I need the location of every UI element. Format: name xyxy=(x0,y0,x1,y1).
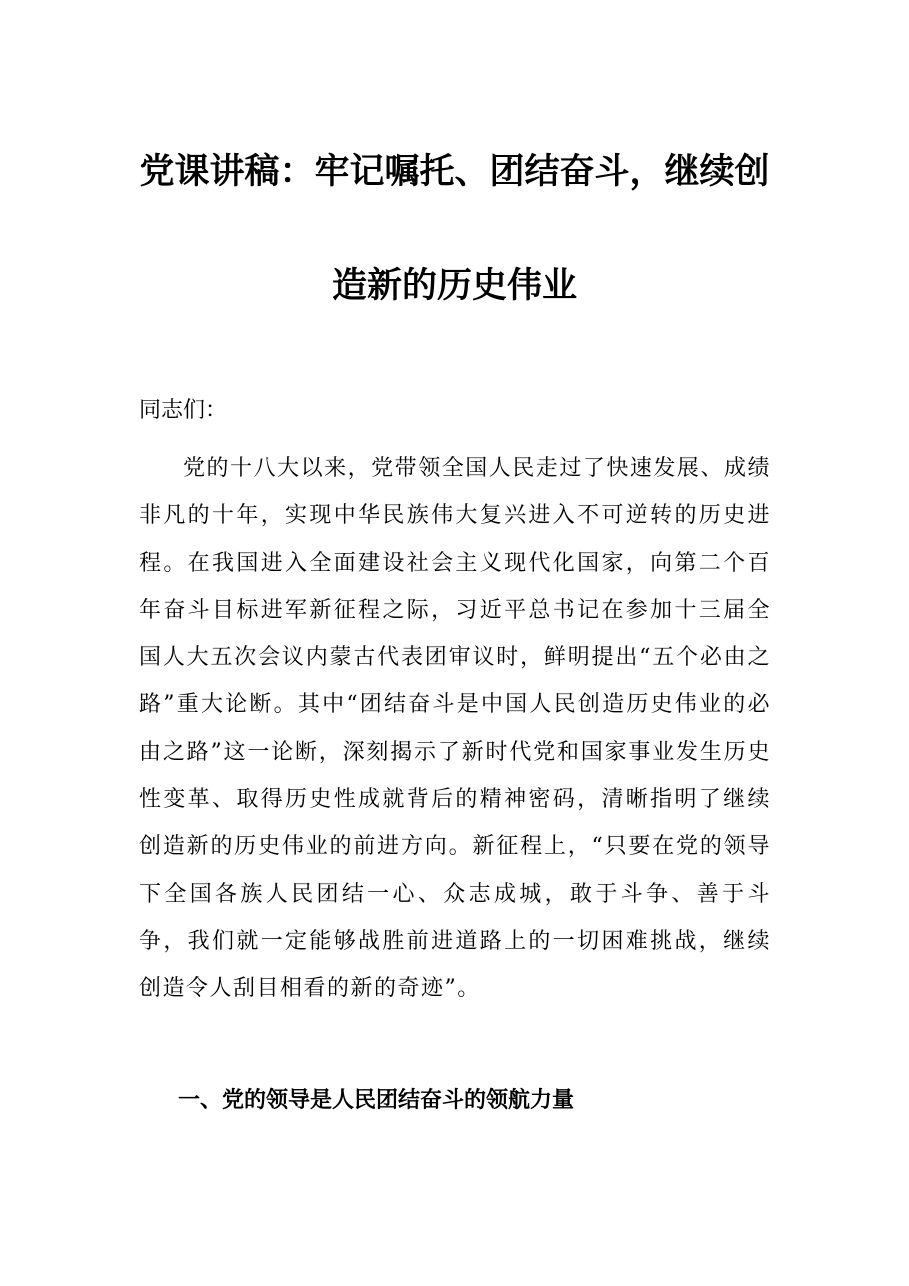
section-heading-1: 一、党的领导是人民团结奋斗的领航力量 xyxy=(178,1088,575,1113)
body-paragraph-1: 党的十八大以来，党带领全国人民走过了快速发展、成绩非凡的十年，实现中华民族伟大复兴进入不可逆转的历史进程。在我国进入全面建设社会主义现代化国家，向第二个百年奋斗目标进军新征程之际，习近平总书记在参加十三届全国人大五次会议内蒙古代表团审议时，鲜明提出“五个必由之路”重大论断。其中“团结奋斗是中国人民创造历史伟业的必由之路”这一论断，深刻揭示了新时代党和国家事业发生历史性变革、取得历史性成就背后的精神密码，清晰指明了继续创造新的历史伟业的前进方向。新征程上，“只要在党的领导下全国各族人民团结一心、众志成城，敢于斗争、善于斗争，我们就一定能够战胜前进道路上的一切困难挑战，继续创造令人刮目相看的新的奇迹”。 xyxy=(139,456,771,1002)
document-title-line-1: 党课讲稿：牢记嘱托、团结奋斗，继续创 xyxy=(139,152,770,192)
salutation: 同志们： xyxy=(139,398,228,423)
document-title-line-2: 造新的历史伟业 xyxy=(331,266,577,306)
